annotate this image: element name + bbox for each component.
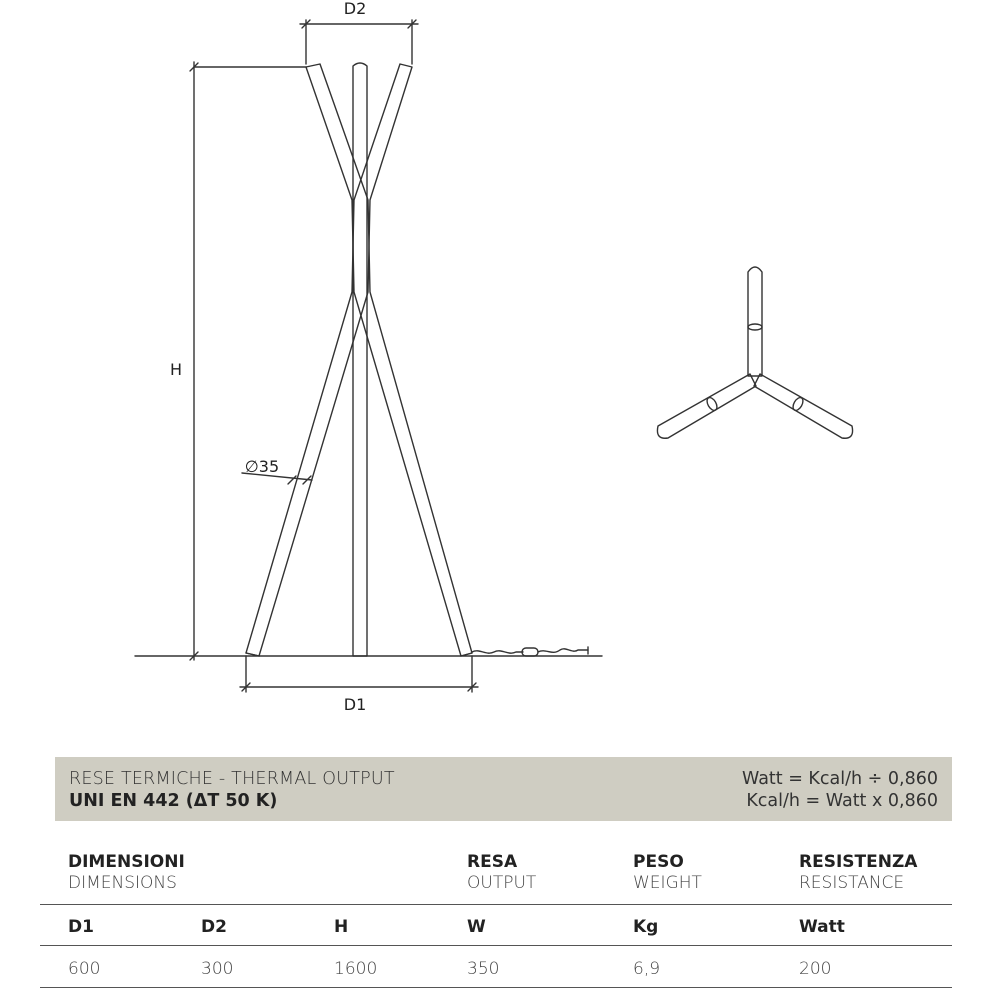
header-dimensions-it: DIMENSIONI bbox=[68, 852, 185, 872]
header-output-it: RESA bbox=[467, 852, 518, 872]
table-header-row bbox=[40, 852, 952, 902]
thermal-output-band bbox=[55, 757, 952, 821]
value-w: 350 bbox=[467, 959, 500, 979]
unit-kg: Kg bbox=[633, 917, 659, 937]
thermal-title: RESE TERMICHE - THERMAL OUTPUT bbox=[69, 769, 395, 789]
diameter-label: ∅35 bbox=[244, 457, 280, 476]
h-label: H bbox=[169, 360, 183, 379]
formula-watt: Watt = Kcal/h ÷ 0,860 bbox=[742, 769, 938, 789]
header-resistance bbox=[799, 852, 917, 894]
left-tube bbox=[246, 64, 412, 656]
header-dimensions-en: DIMENSIONS bbox=[68, 873, 177, 893]
plan-arm-top bbox=[748, 267, 762, 376]
value-kg: 6,9 bbox=[633, 959, 661, 979]
unit-d2: D2 bbox=[201, 917, 227, 937]
plan-arm-right bbox=[754, 374, 853, 438]
unit-watt: Watt bbox=[799, 917, 845, 937]
conversion-formulas bbox=[742, 768, 938, 812]
power-cable bbox=[472, 649, 588, 653]
header-weight-en: WEIGHT bbox=[633, 873, 702, 893]
thermal-norm: UNI EN 442 (ΔT 50 K) bbox=[69, 791, 278, 811]
header-resistance-en: RESISTANCE bbox=[799, 873, 905, 893]
right-tube bbox=[306, 64, 472, 656]
header-weight bbox=[633, 852, 702, 894]
value-d2: 300 bbox=[201, 959, 234, 979]
d1-label: D1 bbox=[343, 695, 367, 714]
unit-w: W bbox=[467, 917, 486, 937]
unit-d1: D1 bbox=[68, 917, 94, 937]
value-h: 1600 bbox=[334, 959, 378, 979]
plan-arm-left bbox=[657, 374, 756, 438]
d2-label: D2 bbox=[343, 0, 367, 18]
table-unit-row bbox=[40, 917, 952, 957]
formula-kcal: Kcal/h = Watt x 0,860 bbox=[746, 791, 938, 811]
value-watt: 200 bbox=[799, 959, 832, 979]
header-output bbox=[467, 852, 536, 894]
table-rule bbox=[40, 987, 952, 988]
plan-view bbox=[657, 267, 852, 438]
header-resistance-it: RESISTENZA bbox=[799, 852, 918, 872]
table-rule bbox=[40, 945, 952, 946]
table-rule bbox=[40, 904, 952, 905]
value-d1: 600 bbox=[68, 959, 101, 979]
center-tube bbox=[353, 63, 367, 656]
header-output-en: OUTPUT bbox=[467, 873, 537, 893]
thermal-heading bbox=[69, 768, 395, 812]
header-dimensions bbox=[68, 852, 185, 894]
table-value-row bbox=[40, 959, 952, 999]
unit-h: H bbox=[334, 917, 349, 937]
header-weight-it: PESO bbox=[633, 852, 684, 872]
cable-switch bbox=[522, 648, 538, 656]
